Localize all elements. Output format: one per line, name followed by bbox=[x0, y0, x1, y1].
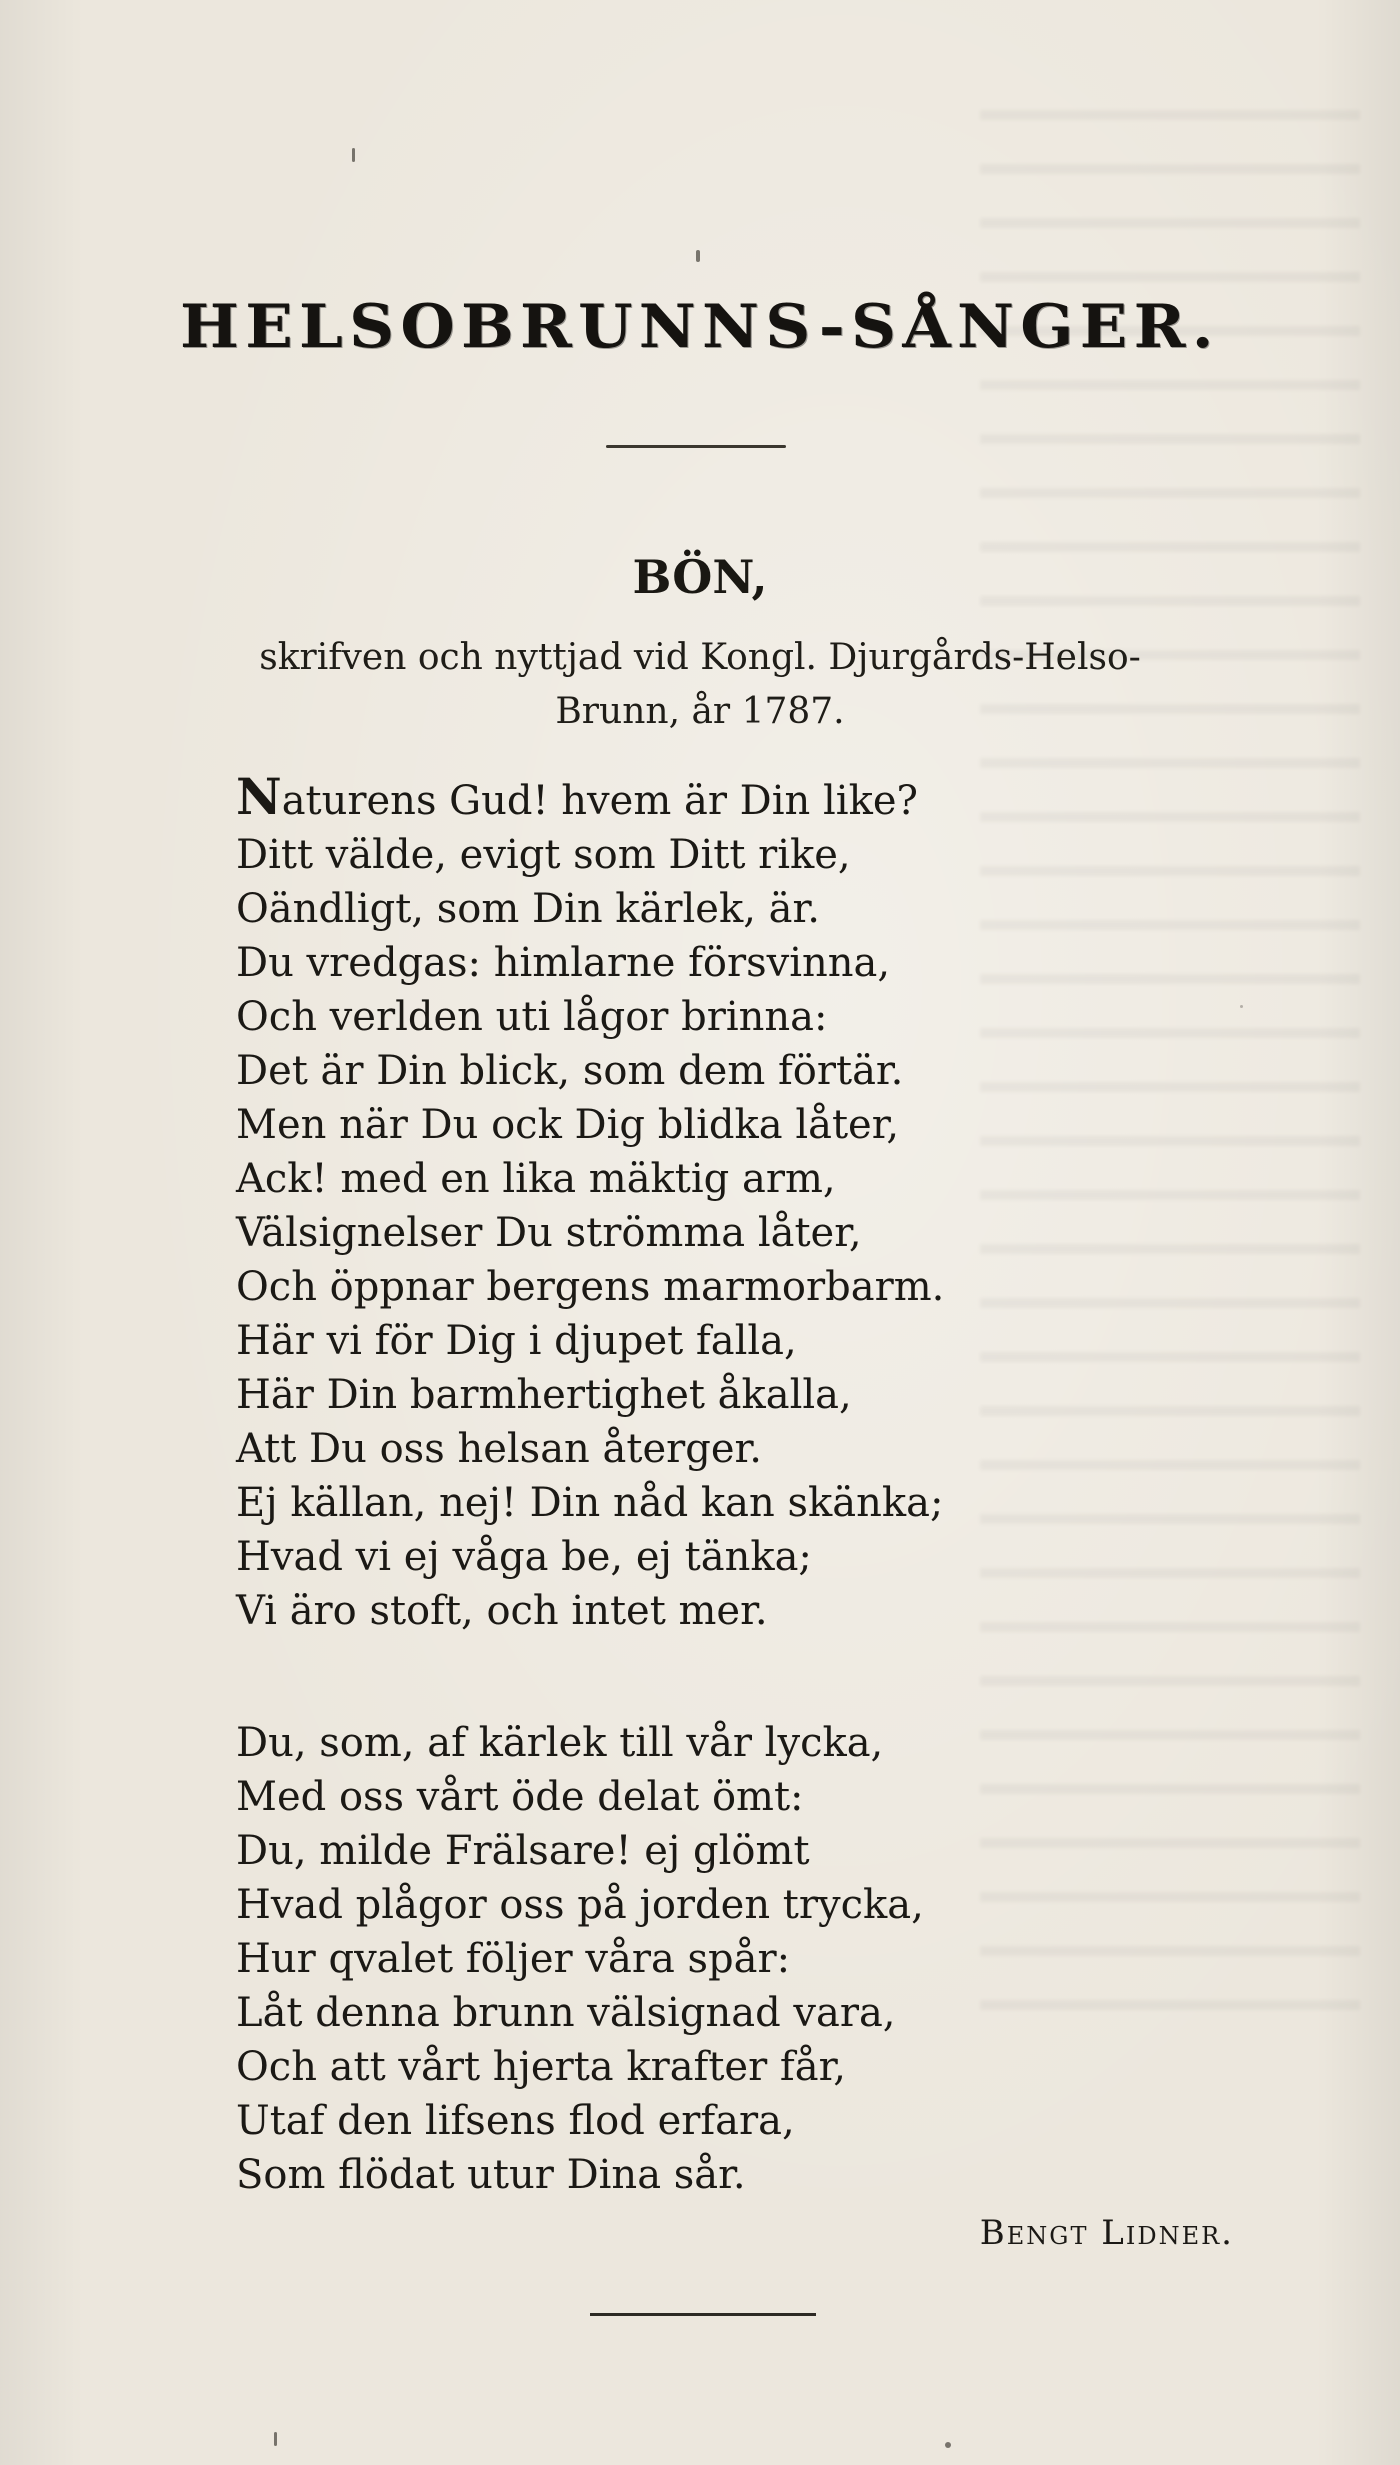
poem-title: BÖN, bbox=[632, 550, 768, 604]
poem-subtitle-line-1: skrifven och nyttjad vid Kongl. Djurgårds-Helso- bbox=[259, 637, 1141, 678]
poem-line: Det är Din blick, som dem förtär. bbox=[236, 1048, 904, 1094]
stanza-1 bbox=[236, 767, 1236, 1638]
drop-cap: N bbox=[236, 767, 282, 826]
ink-speck bbox=[274, 2432, 277, 2446]
poem-line: Hvad plågor oss på jorden trycka, bbox=[236, 1882, 924, 1928]
poem-line: Du, milde Frälsare! ej glömt bbox=[236, 1828, 810, 1874]
ornament-rule-bottom bbox=[590, 2313, 816, 2316]
ink-speck bbox=[1240, 1005, 1243, 1008]
author-signature: Bengt Lidner. bbox=[979, 2213, 1234, 2253]
poem-line: Här Din barmhertighet åkalla, bbox=[236, 1372, 852, 1418]
ornament-rule-top bbox=[606, 445, 786, 448]
poem-line: Låt denna brunn välsignad vara, bbox=[236, 1990, 896, 2036]
poem-line: Ditt välde, evigt som Ditt rike, bbox=[236, 832, 851, 878]
poem-line: Och att vårt hjerta krafter får, bbox=[236, 2044, 847, 2090]
ink-speck bbox=[945, 2442, 951, 2448]
poem-line: Hur qvalet följer våra spår: bbox=[236, 1936, 791, 1982]
poem-line: Med oss vårt öde delat ömt: bbox=[236, 1774, 804, 1820]
poem-line: Här vi för Dig i djupet falla, bbox=[236, 1318, 797, 1364]
poem-line: Men när Du ock Dig blidka låter, bbox=[236, 1102, 900, 1148]
ink-speck bbox=[352, 148, 355, 162]
poem-line bbox=[236, 767, 1236, 828]
poem-subtitle-line-2: Brunn, år 1787. bbox=[555, 691, 845, 732]
stanza-2 bbox=[236, 1716, 1236, 2202]
poem-line: Vi äro stoft, och intet mer. bbox=[236, 1588, 768, 1634]
first-line-text: aturens Gud! hvem är Din like? bbox=[281, 778, 918, 824]
poem-line: Välsignelser Du strömma låter, bbox=[236, 1210, 862, 1256]
poem-line: Du vredgas: himlarne försvinna, bbox=[236, 940, 891, 986]
poem-line: Och öppnar bergens marmorbarm. bbox=[236, 1264, 945, 1310]
ink-speck bbox=[696, 250, 700, 262]
section-header bbox=[0, 292, 1400, 362]
poem-line: Ej källan, nej! Din nåd kan skänka; bbox=[236, 1480, 944, 1526]
poem-line: Hvad vi ej våga be, ej tänka; bbox=[236, 1534, 812, 1580]
poem-line: Som flödat utur Dina sår. bbox=[236, 2152, 746, 2198]
poem-line: Du, som, af kärlek till vår lycka, bbox=[236, 1720, 884, 1766]
poem-line: Ack! med en lika mäktig arm, bbox=[236, 1156, 836, 1202]
poem-line: Och verlden uti lågor brinna: bbox=[236, 994, 828, 1040]
poem-line: Oändligt, som Din kärlek, är. bbox=[236, 886, 820, 932]
section-title: HELSOBRUNNS-SÅNGER. bbox=[180, 292, 1220, 362]
poem-line: Utaf den lifsens flod erfara, bbox=[236, 2098, 795, 2144]
poem-line: Att Du oss helsan återger. bbox=[236, 1426, 762, 1472]
